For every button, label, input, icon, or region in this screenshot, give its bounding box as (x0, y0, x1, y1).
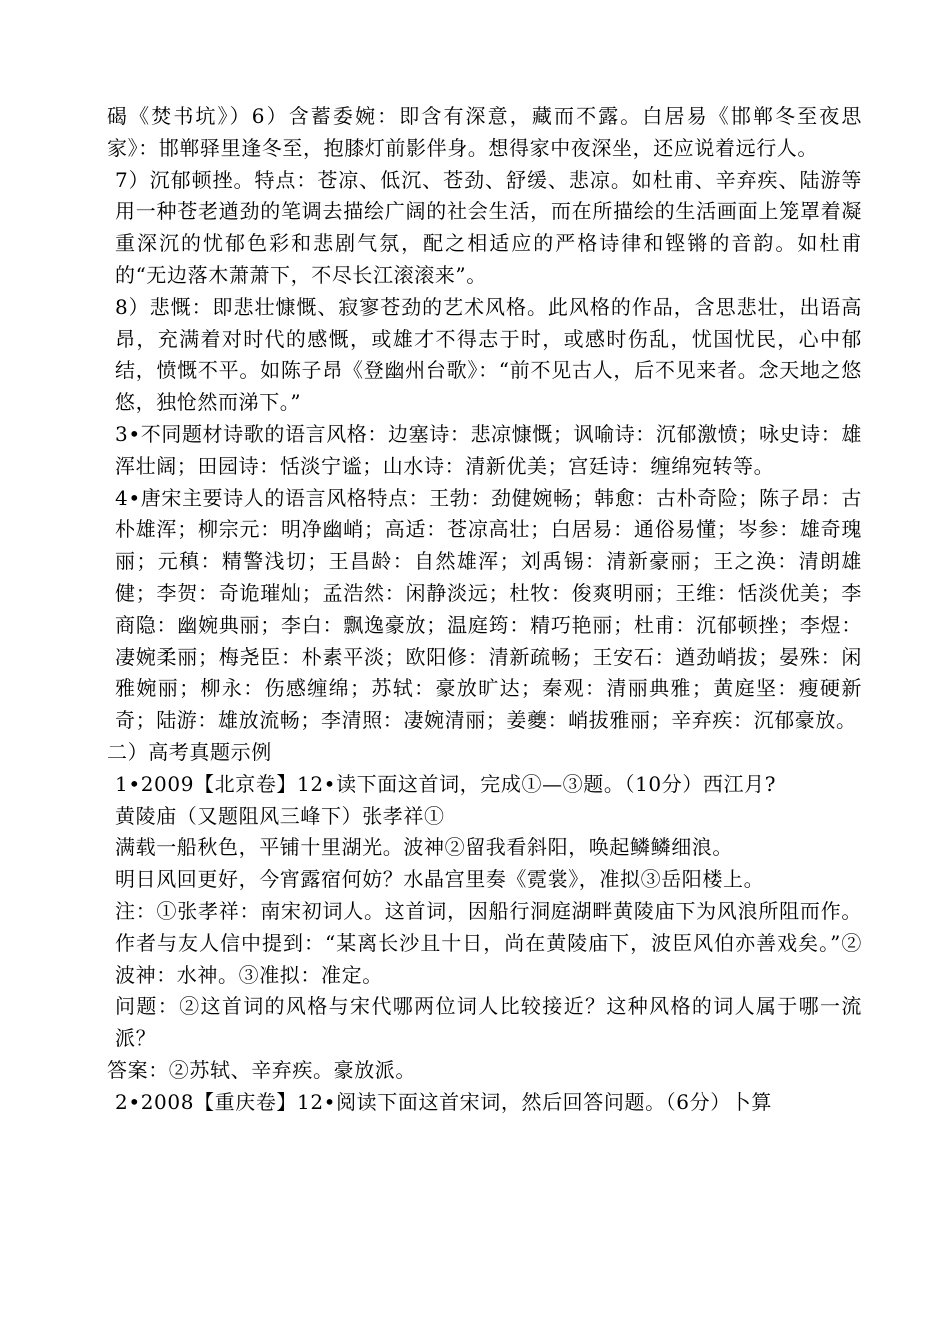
poem-line-2: 明日风回更好，今宵露宿何妨？水晶宫里奏《霓裳》，准拟③岳阳楼上。 (115, 867, 765, 892)
poem-line-1: 满载一船秋色，平铺十里湖光。波神②留我看斜阳，唤起鳞鳞细浪。 (115, 835, 733, 860)
paragraph-style-6: 碣《焚书坑》）6）含蓄委婉：即含有深意，藏而不露。白居易《邯郸冬至夜思家》：邯郸驿里逢冬至，抱膝灯前影伴身。想得家中夜深坐，还应说着远行人。 (107, 104, 862, 160)
exam-question-2-title: 2•2008【重庆卷】12•阅读下面这首宋词，然后回答问题。（6分）卜算 (115, 1089, 772, 1114)
exam-question-1-title: 1•2009【北京卷】12•读下面这首词，完成①—③题。（10分）西江月? (115, 771, 777, 796)
document-page (107, 101, 862, 1119)
paragraph-poet-styles: 4•唐宋主要诗人的语言风格特点：王勃：劲健婉畅；韩愈：古朴奇险；陈子昂：古朴雄浑；柳宗元：明净幽峭；高适：苍凉高壮；白居易：通俗易懂；岑参：雄奇瑰丽；元稹：精警浅切；王昌龄：自然雄浑；刘禹锡：清新豪丽；王之涣：清朗雄健；李贺：奇诡璀灿；孟浩然：闲静淡远；杜牧：俊爽明丽；王维：恬淡优美；李商隐：幽婉典丽；李白：飘逸豪放；温庭筠：精巧艳丽；杜甫：沉郁顿挫；李煜：凄婉柔丽；梅尧臣：朴素平淡；欧阳修：清新疏畅；王安石：遒劲峭拔；晏殊：闲雅婉丽；柳永：伤感缠绵；苏轼：豪放旷达；秦观：清丽典雅；黄庭坚：瘦硬新奇；陆游：雄放流畅；李清照：凄婉清丽；姜夔：峭拔雅丽；辛弃疾：沉郁豪放。 (115, 485, 862, 733)
exam-answer: 答案：②苏轼、辛弃疾。豪放派。 (107, 1057, 416, 1082)
paragraph-style-8: 8）悲慨：即悲壮慷慨、寂寥苍劲的艺术风格。此风格的作品，含思悲壮，出语高昂，充满着对时代的感慨，或雄才不得志于时，或感时伤乱，忧国忧民，心中郁结，愤慨不平。如陈子昂《登幽州台歌》：“前不见古人，后不见来者。念天地之悠悠，独怆然而涕下。” (115, 294, 862, 415)
poem-notes: 注：①张孝祥：南宋初词人。这首词，因船行洞庭湖畔黄陵庙下为风浪所阻而作。作者与友人信中提到：“某离长沙且十日，尚在黄陵庙下，波臣风伯亦善戏矣。”②波神：水神。③准拟：准定。 (115, 898, 862, 987)
exam-question: 问题：②这首词的风格与宋代哪两位词人比较接近？这种风格的词人属于哪一流派？ (115, 994, 862, 1051)
poem-title: 黄陵庙（又题阻风三峰下）张孝祥① (115, 803, 445, 828)
section-heading: 二）高考真题示例 (107, 739, 272, 764)
paragraph-genre-styles: 3•不同题材诗歌的语言风格：边塞诗：悲凉慷慨；讽喻诗：沉郁激愤；咏史诗：雄浑壮阔；田园诗：恬淡宁谧；山水诗：清新优美；宫廷诗：缠绵宛转等。 (115, 421, 862, 478)
paragraph-style-7: 7）沉郁顿挫。特点：苍凉、低沉、苍劲、舒缓、悲凉。如杜甫、辛弃疾、陆游等用一种苍老遒劲的笔调去描绘广阔的社会生活，而在所描绘的生活画面上笼罩着凝重深沉的忧郁色彩和悲剧气氛，配之相适应的严格诗律和铿锵的音韵。如杜甫的“无边落木萧萧下，不尽长江滚滚来”。 (115, 167, 862, 287)
